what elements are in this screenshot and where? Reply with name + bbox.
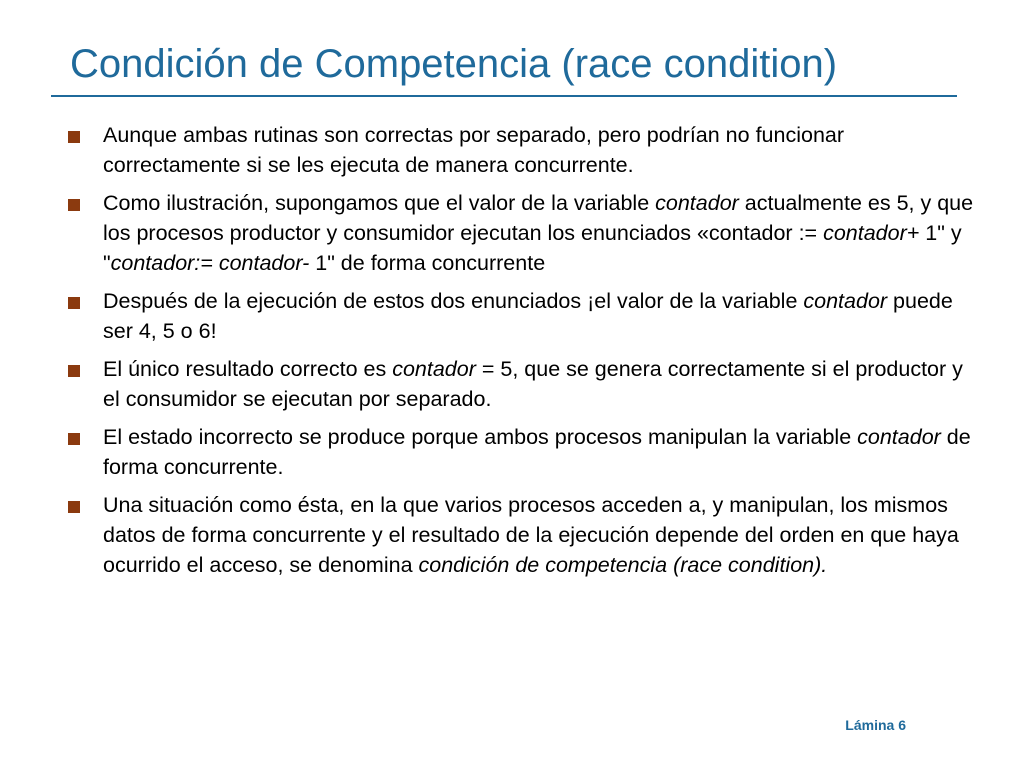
bullet-text: actualmente es 5, y que los procesos productor y consumidor ejecutan los enunciados «contador := [103,191,974,245]
title-underline [51,95,957,97]
bullet-italic-text: contador+ [823,221,920,245]
bullet-item [66,422,976,482]
bullet-list [66,120,976,588]
bullet-text: Como ilustración, supongamos que el valor de la variable [103,191,656,215]
bullet-italic-text: contador [655,191,739,215]
bullet-italic-text: contador [392,357,476,381]
slide-title: Condición de Competencia (race condition) [70,42,838,86]
bullet-item [66,286,976,346]
bullet-text: El estado incorrecto se produce porque ambos procesos manipulan la variable [103,425,858,449]
bullet-text: puede ser 4, 5 o 6! [103,289,953,343]
square-bullet-icon [68,433,80,445]
bullet-italic-text: contador:= contador- [110,251,310,275]
square-bullet-icon [68,131,80,143]
bullet-italic-text: contador [857,425,941,449]
square-bullet-icon [68,199,80,211]
bullet-text: Después de la ejecución de estos dos enunciados ¡el valor de la variable [103,289,804,313]
bullet-italic-text: contador [803,289,888,313]
bullet-text: Aunque ambas rutinas son correctas por separado, pero podrían no funcionar correctamente si se les ejecuta de manera concurrente. [103,123,845,177]
bullet-italic-text: condición de competencia (race condition). [418,553,828,577]
bullet-text: Una situación como ésta, en la que varios procesos acceden a, y manipulan, los mismos datos de forma concurrente y el resultado de la ejecución depende del orden en que haya ocurrido el acceso, se denomina [103,493,959,577]
bullet-text: 1" y " [103,221,962,275]
bullet-item [66,120,976,180]
square-bullet-icon [68,365,80,377]
bullet-text: de forma concurrente. [103,425,971,479]
slide-number: Lámina 6 [845,717,906,733]
bullet-item [66,354,976,414]
bullet-text: El único resultado correcto es [103,357,393,381]
square-bullet-icon [68,297,80,309]
bullet-text: = 5, que se genera correctamente si el productor y el consumidor se ejecutan por separado. [103,357,963,411]
bullet-item [66,490,976,580]
bullet-text: 1" de forma concurrente [309,251,546,275]
square-bullet-icon [68,501,80,513]
bullet-item [66,188,976,278]
